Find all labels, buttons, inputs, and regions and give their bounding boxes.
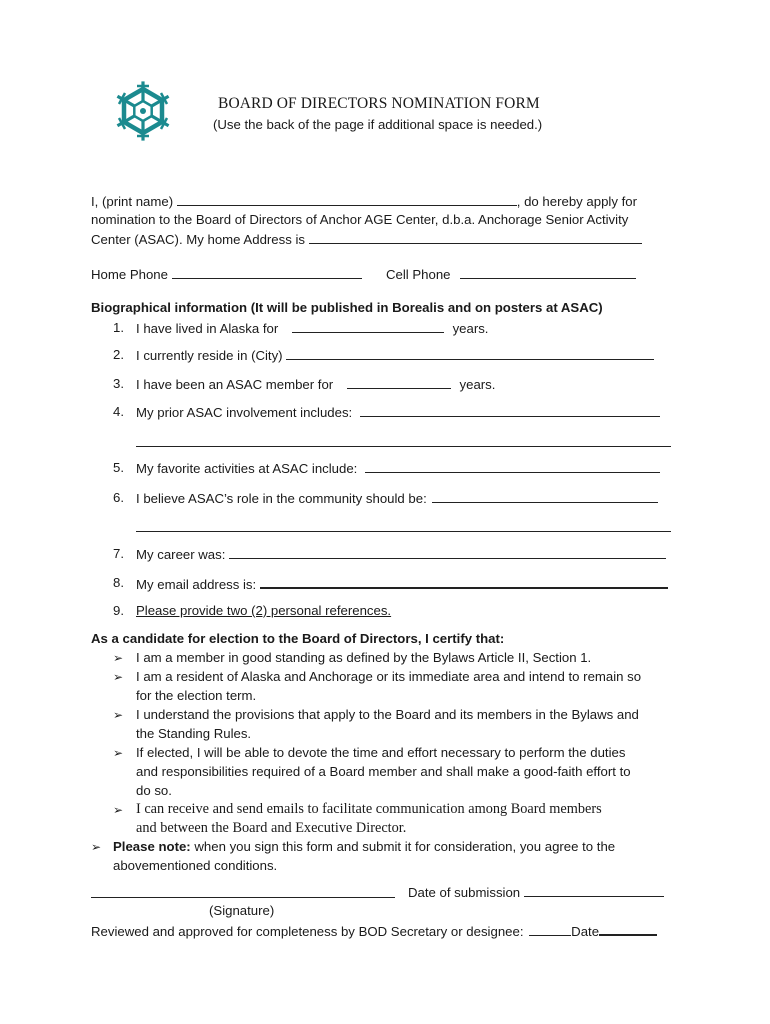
date-of-submission-label: Date of submission: [408, 885, 521, 900]
cell-phone-label: Cell Phone: [386, 267, 451, 282]
home-address-field[interactable]: [309, 231, 642, 244]
certify-item-4-line3: do so.: [136, 783, 172, 798]
certify-item-4-line2: and responsibilities required of a Board member and shall make a good-faith effort to: [136, 764, 631, 779]
reviewed-label: Reviewed and approved for completeness by BOD Secretary or designee:: [91, 924, 524, 939]
home-phone-label: Home Phone: [91, 267, 168, 282]
bio-item-label: I have lived in Alaska for: [136, 321, 279, 336]
print-name-field[interactable]: [177, 193, 517, 206]
bio-item-label: My prior ASAC involvement includes:: [136, 405, 353, 420]
years-label: years.: [459, 377, 496, 392]
bio-item-career: [136, 546, 666, 562]
certify-item-3-line2: the Standing Rules.: [136, 726, 252, 741]
bio-item-label: I have been an ASAC member for: [136, 377, 334, 392]
form-title: BOARD OF DIRECTORS NOMINATION FORM: [218, 95, 540, 112]
certify-item-5-line2: and between the Board and Executive Director.: [136, 820, 407, 836]
signature-label: (Signature): [209, 903, 275, 918]
bio-item-member: [136, 376, 495, 392]
home-phone-field[interactable]: [172, 266, 362, 279]
signature-field[interactable]: [91, 897, 395, 898]
item-number: 7.: [113, 546, 124, 561]
arrow-bullet-icon: ➢: [113, 803, 124, 817]
years-label: years.: [452, 321, 489, 336]
bio-item-label: I currently reside in (City): [136, 348, 283, 363]
asac-snowflake-logo: [113, 81, 173, 141]
arrow-bullet-icon: ➢: [91, 840, 102, 854]
secretary-initials-field[interactable]: [529, 923, 571, 936]
certify-item-3-line1: I understand the provisions that apply to the Board and its members in the Bylaws and: [136, 707, 639, 722]
print-name-row: [91, 193, 637, 209]
apply-text: , do hereby apply for: [516, 194, 637, 209]
address-label: Center (ASAC). My home Address is: [91, 232, 305, 247]
please-note-label: Please note:: [113, 839, 191, 854]
home-phone-row: [91, 266, 362, 282]
item-number: 4.: [113, 404, 124, 419]
references-prompt: Please provide two (2) personal references.: [136, 603, 392, 618]
bio-item-label: My email address is:: [136, 577, 257, 592]
review-date-field[interactable]: [599, 922, 657, 936]
email-field[interactable]: [260, 575, 668, 589]
years-in-alaska-field[interactable]: [292, 320, 444, 333]
arrow-bullet-icon: ➢: [113, 651, 124, 665]
certify-item-1: I am a member in good standing as defined by the Bylaws Article II, Section 1.: [136, 650, 592, 665]
arrow-bullet-icon: ➢: [113, 670, 124, 684]
item-number: 8.: [113, 575, 124, 590]
activities-field[interactable]: [365, 460, 660, 473]
asac-role-field[interactable]: [432, 490, 658, 503]
certify-item-5-line1: I can receive and send emails to facilitate communication among Board members: [136, 801, 602, 817]
bio-item-city: [136, 347, 654, 363]
please-note-line2: abovementioned conditions.: [113, 858, 278, 873]
item-number: 5.: [113, 460, 124, 475]
bio-item-email: [136, 575, 668, 592]
cell-phone-field[interactable]: [460, 266, 636, 279]
bio-item-alaska: [136, 320, 488, 336]
city-field[interactable]: [286, 347, 654, 360]
bio-item-label: My career was:: [136, 547, 226, 562]
address-row: [91, 231, 642, 247]
nomination-text: nomination to the Board of Directors of Anchor AGE Center, d.b.a. Anchorage Senior Activity: [91, 212, 629, 227]
date-of-submission-field[interactable]: [524, 884, 664, 897]
bio-heading: Biographical information (It will be published in Borealis and on posters at ASAC): [91, 300, 603, 315]
member-years-field[interactable]: [347, 376, 451, 389]
certify-item-4-line1: If elected, I will be able to devote the time and effort necessary to perform the duties: [136, 745, 626, 760]
item-number: 3.: [113, 376, 124, 391]
cell-phone-row: [386, 266, 636, 282]
asac-role-field-line2[interactable]: [136, 531, 671, 532]
date-of-submission-row: [408, 884, 664, 900]
please-note-line1: [113, 839, 615, 854]
certify-heading: As a candidate for election to the Board of Directors, I certify that:: [91, 631, 505, 646]
arrow-bullet-icon: ➢: [113, 746, 124, 760]
item-number: 9.: [113, 603, 124, 618]
item-number: 1.: [113, 320, 124, 335]
bio-item-label: My favorite activities at ASAC include:: [136, 461, 358, 476]
review-date-label: Date: [571, 924, 600, 939]
bio-item-role: [136, 490, 658, 506]
bio-item-activities: [136, 460, 660, 476]
item-number: 2.: [113, 347, 124, 362]
arrow-bullet-icon: ➢: [113, 708, 124, 722]
involvement-field[interactable]: [360, 404, 660, 417]
reviewed-row: [91, 922, 657, 939]
certify-item-2-line2: for the election term.: [136, 688, 257, 703]
please-note-text: when you sign this form and submit it for consideration, you agree to the: [194, 839, 616, 854]
form-subtitle: (Use the back of the page if additional space is needed.): [213, 117, 543, 132]
bio-item-involvement: [136, 404, 660, 420]
involvement-field-line2[interactable]: [136, 446, 671, 447]
item-number: 6.: [113, 490, 124, 505]
print-name-label: I, (print name): [91, 194, 174, 209]
certify-item-2-line1: I am a resident of Alaska and Anchorage or its immediate area and intend to remain so: [136, 669, 642, 684]
career-field[interactable]: [229, 546, 666, 559]
bio-item-label: I believe ASAC’s role in the community should be:: [136, 491, 427, 506]
